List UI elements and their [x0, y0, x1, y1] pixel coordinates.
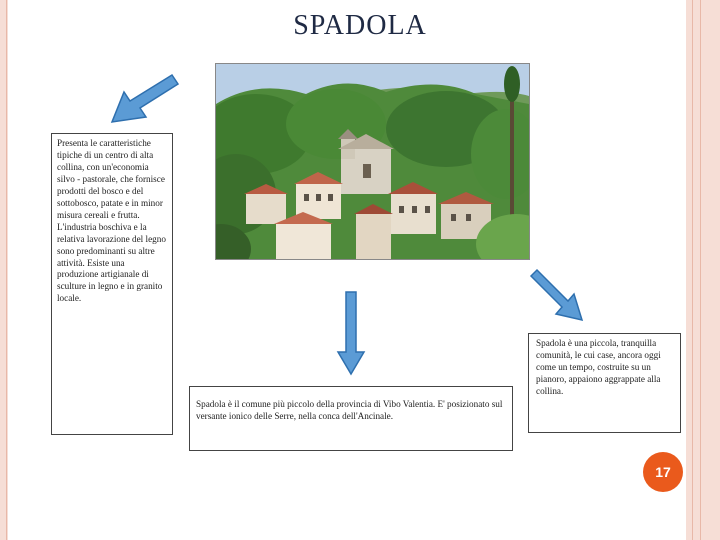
slide-border-left	[0, 0, 8, 540]
arrow-down-icon	[336, 290, 366, 376]
community-text-box: Spadola è una piccola, tranquilla comunità, le cui case, ancora oggi come un tempo, costruite su un pianoro, appaiono aggrappate alla collina.	[528, 333, 681, 433]
economy-text-box: Presenta le caratteristiche tipiche di un centro di alta collina, con un'economia silvo - pastorale, che fornisce prodotti del bosco e del sottobosco, patate e in minor misura cereali e frutta. L'industria boschiva e la relativa lavorazione del legno sono predominanti su altre attività. Esiste una produzione artigianale di sculture in legno e in granito locale.	[51, 133, 173, 435]
page-number-badge: 17	[643, 452, 683, 492]
arrow-down-right-icon	[528, 268, 588, 326]
village-photo	[215, 63, 530, 260]
slide-border-right	[686, 0, 720, 540]
arrow-down-left-icon	[100, 70, 180, 130]
location-text-box: Spadola è il comune più piccolo della provincia di Vibo Valentia. E' posizionato sul versante ionico delle Serre, nella conca dell'Ancinale.	[189, 386, 513, 451]
slide-title: SPADOLA	[293, 10, 427, 41]
